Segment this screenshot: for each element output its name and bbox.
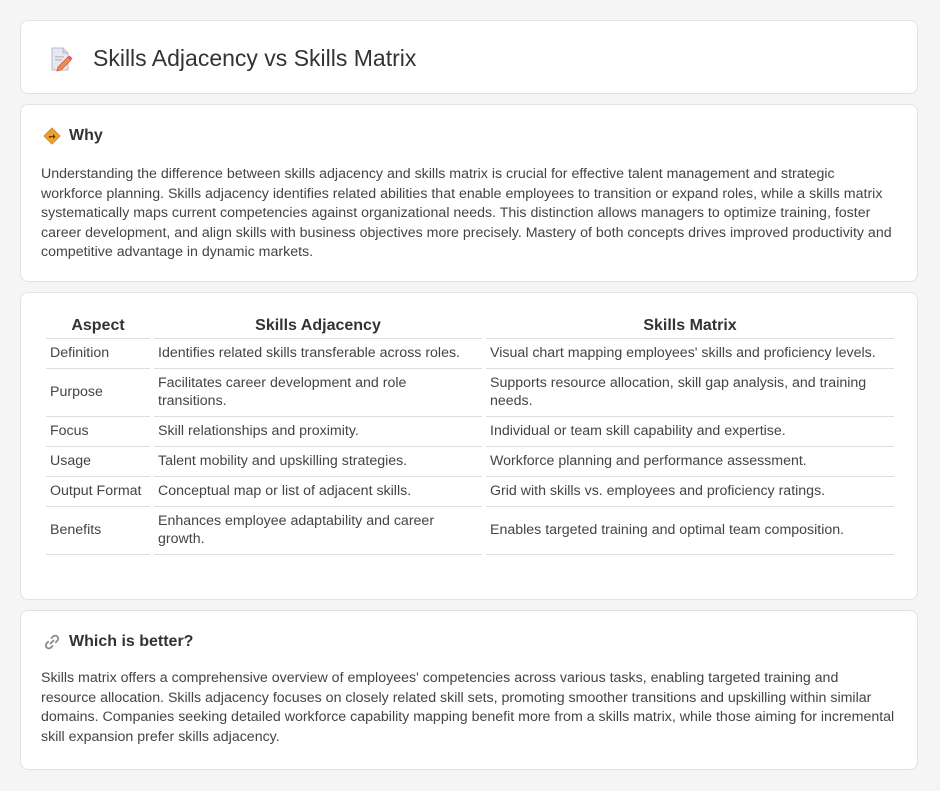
row-matrix: Supports resource allocation, skill gap analysis, and training needs. — [486, 368, 894, 416]
header-aspect: Aspect — [71, 317, 125, 334]
row-aspect: Focus — [46, 416, 150, 446]
comparison-table-card — [20, 292, 918, 600]
row-matrix: Workforce planning and performance assessment. — [486, 446, 894, 476]
row-matrix: Grid with skills vs. employees and proficiency ratings. — [486, 476, 894, 506]
table-row — [46, 476, 894, 506]
comparison-table — [42, 315, 898, 555]
title-card — [20, 20, 918, 94]
document-pencil-icon — [47, 46, 73, 72]
table-row — [46, 506, 894, 555]
row-aspect: Usage — [46, 446, 150, 476]
table-row — [46, 338, 894, 368]
header-skills-adjacency: Skills Adjacency — [255, 317, 381, 334]
better-heading: Which is better? — [69, 633, 194, 650]
row-matrix: Individual or team skill capability and expertise. — [486, 416, 894, 446]
row-adjacency: Facilitates career development and role transitions. — [154, 368, 482, 416]
row-matrix: Visual chart mapping employees' skills and proficiency levels. — [486, 338, 894, 368]
table-row — [46, 368, 894, 416]
why-section — [20, 104, 918, 282]
link-icon — [43, 633, 61, 651]
better-heading-row — [43, 633, 193, 651]
title-row — [47, 45, 416, 72]
row-adjacency: Talent mobility and upskilling strategies. — [154, 446, 482, 476]
row-matrix: Enables targeted training and optimal team composition. — [486, 506, 894, 555]
why-text: Understanding the difference between skills adjacency and skills matrix is crucial for effective talent management and strategic workforce planning. Skills adjacency identifies related abilities that enable employees to transition or expand roles, while a skills matrix systematically maps current competencies against organizational needs. This distinction allows managers to optimize training, foster career development, and align skills with business objectives more precisely. Mastery of both concepts drives improved productivity and competitive advantage in dynamic markets. — [41, 166, 892, 260]
why-heading-row — [43, 127, 103, 145]
table-row — [46, 416, 894, 446]
row-aspect: Benefits — [46, 506, 150, 555]
road-sign-icon — [43, 127, 61, 145]
row-adjacency: Skill relationships and proximity. — [154, 416, 482, 446]
table-row — [46, 446, 894, 476]
row-adjacency: Conceptual map or list of adjacent skills. — [154, 476, 482, 506]
row-aspect: Purpose — [46, 368, 150, 416]
row-adjacency: Identifies related skills transferable across roles. — [154, 338, 482, 368]
header-skills-matrix: Skills Matrix — [643, 317, 737, 334]
why-heading: Why — [69, 127, 103, 144]
row-adjacency: Enhances employee adaptability and career growth. — [154, 506, 482, 555]
row-aspect: Definition — [46, 338, 150, 368]
better-text: Skills matrix offers a comprehensive overview of employees' competencies across various tasks, enabling targeted training and resource allocation. Skills adjacency focuses on closely related skill sets, promoting smoother transitions and upskilling within similar domains. Companies seeking detailed workforce capability mapping benefit more from a skills matrix, while those aiming for incremental skill expansion prefer skills adjacency. — [41, 670, 895, 745]
row-aspect: Output Format — [46, 476, 150, 506]
which-is-better-section — [20, 610, 918, 770]
table-header-row — [46, 315, 894, 338]
page-title: Skills Adjacency vs Skills Matrix — [93, 45, 417, 71]
